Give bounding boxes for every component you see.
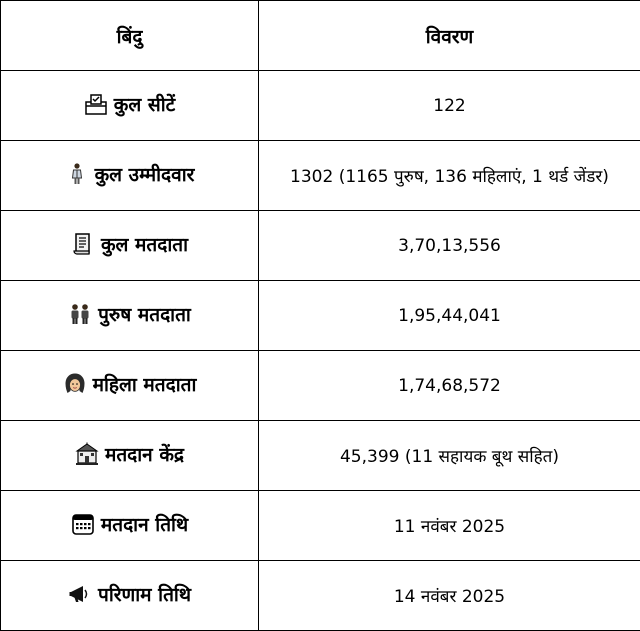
row-label: कुल मतदाता [100, 233, 189, 256]
row-value: 11 नवंबर 2025 [259, 491, 640, 561]
polling-school-icon [75, 442, 99, 466]
row-value: 14 नवंबर 2025 [259, 561, 640, 631]
row-value: 1,95,44,041 [259, 281, 640, 351]
row-label-cell [1, 351, 259, 421]
megaphone-icon [68, 582, 92, 606]
table-row [1, 211, 640, 281]
men-pair-icon [68, 302, 92, 326]
row-value: 3,70,13,556 [259, 211, 640, 281]
table-row [1, 421, 640, 491]
row-value: 122 [259, 71, 640, 141]
row-label: पुरुष मतदाता [98, 303, 191, 326]
candidate-person-icon [65, 162, 89, 186]
table-row [1, 281, 640, 351]
row-label-cell [1, 561, 259, 631]
ballot-box-icon [84, 92, 108, 116]
row-label-cell [1, 211, 259, 281]
row-label-cell [1, 421, 259, 491]
row-value: 1302 (1165 पुरुष, 136 महिलाएं, 1 थर्ड जेंडर) [259, 141, 640, 211]
row-label-cell [1, 71, 259, 141]
calendar-icon [71, 512, 95, 536]
row-label: कुल उम्मीदवार [94, 163, 195, 186]
table-row [1, 561, 640, 631]
row-label: मतदान तिथि [100, 513, 189, 536]
header-point: बिंदु [1, 1, 259, 71]
table-row [1, 141, 640, 211]
row-label-cell [1, 281, 259, 351]
table-row [1, 351, 640, 421]
table-header-row [1, 1, 640, 71]
woman-face-icon [63, 372, 87, 396]
row-label: कुल सीटें [113, 93, 176, 116]
header-details: विवरण [259, 1, 640, 71]
row-value: 1,74,68,572 [259, 351, 640, 421]
table-row [1, 71, 640, 141]
row-label-cell [1, 141, 259, 211]
table-row [1, 491, 640, 561]
row-label: मतदान केंद्र [104, 443, 185, 466]
row-label: महिला मतदाता [92, 373, 197, 396]
row-value: 45,399 (11 सहायक बूथ सहित) [259, 421, 640, 491]
row-label-cell [1, 491, 259, 561]
voter-list-scroll-icon [71, 232, 95, 256]
row-label: परिणाम तिथि [98, 583, 191, 606]
